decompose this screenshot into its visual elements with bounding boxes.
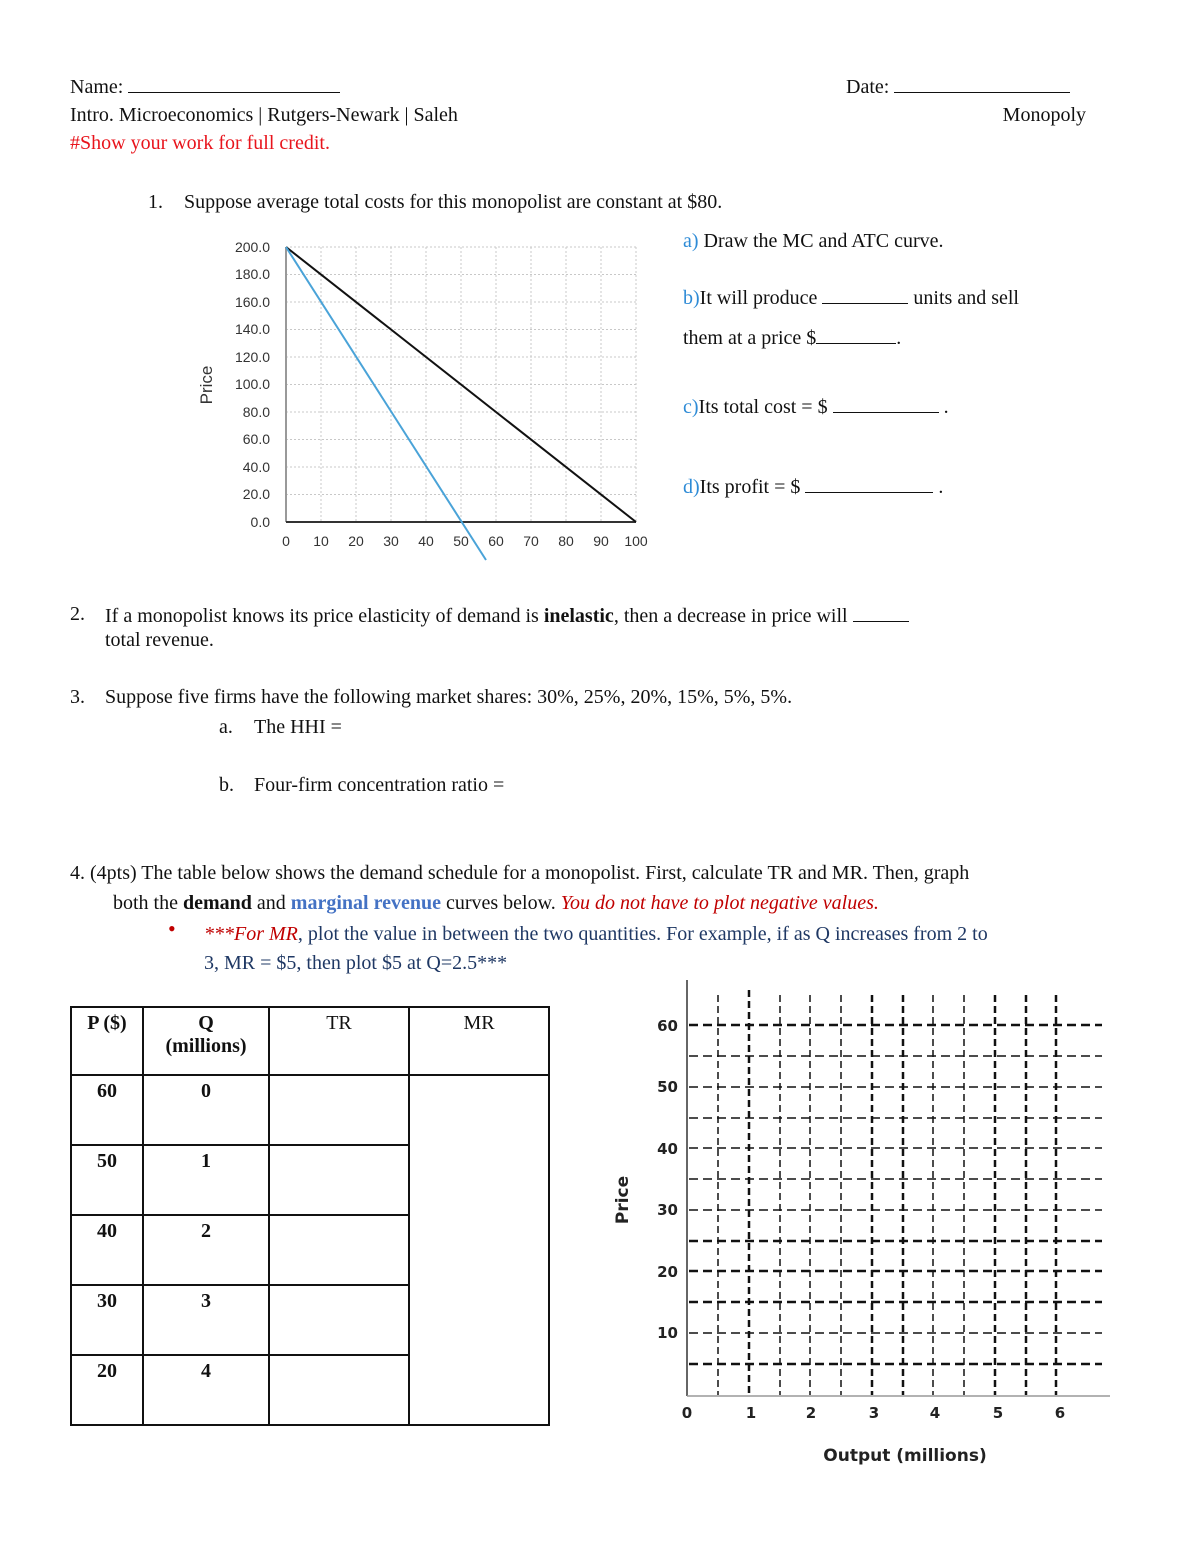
q4-graph-svg [610,975,1110,1470]
svg-text:20: 20 [657,1263,678,1281]
svg-text:3: 3 [868,1404,880,1422]
q1-y-axis-label: Price [197,365,216,405]
part-c-end: . [943,396,949,418]
header-mr: MR [409,1007,549,1075]
topic-title: Monopoly [1002,104,1086,126]
q4-y-axis-label: Price [613,1175,633,1225]
q1-y-ticks [235,239,270,530]
svg-text:5: 5 [992,1404,1004,1422]
svg-text:100.0: 100.0 [234,376,270,392]
cell-price: 40 [71,1215,143,1285]
q2-blank[interactable] [853,603,909,622]
q2-line1 [105,603,909,628]
q4-x-axis-label: Output (millions) [823,1446,987,1466]
svg-text:30: 30 [657,1201,678,1219]
q3-number: 3. [70,686,85,708]
cell-quantity: 1 [143,1145,269,1215]
cell-price: 50 [71,1145,143,1215]
q4-bold-demand: demand [183,892,252,914]
q1-part-a [683,230,944,253]
q4-bullet-line2: 3, MR = $5, then plot $5 at Q=2.5*** [204,952,508,974]
q1-part-b-line1 [683,285,1019,310]
profit-blank[interactable] [805,474,933,493]
q4-grid-horizontal [689,1025,1102,1364]
svg-text:60: 60 [488,533,504,549]
name-field [70,74,340,99]
svg-text:20.0: 20.0 [242,486,270,502]
svg-text:10: 10 [657,1324,678,1342]
total-cost-blank[interactable] [833,394,939,413]
cell-tr-input[interactable] [269,1355,409,1425]
q4-text-a: both the [113,892,183,914]
svg-text:160.0: 160.0 [234,294,270,310]
cell-tr-input[interactable] [269,1215,409,1285]
q4-y-ticks [657,1017,678,1342]
for-mr-label: ***For MR [204,923,298,945]
q1-chart-svg [190,230,660,565]
header-quantity [143,1007,269,1075]
q2-bold-inelastic: inelastic [543,605,614,627]
svg-text:80: 80 [558,533,574,549]
svg-text:0: 0 [282,533,290,549]
svg-text:120.0: 120.0 [234,349,270,365]
svg-text:60: 60 [657,1017,678,1035]
cell-mr-input[interactable] [409,1075,549,1425]
q4-marginal-revenue: marginal revenue [290,892,441,914]
q2-text-b: , then a decrease in price will [613,605,848,627]
name-blank[interactable] [128,74,340,93]
svg-text:0.0: 0.0 [250,514,270,530]
part-a-marker: a) [683,230,699,252]
q1-demand-mr-chart [190,230,660,565]
q2-text-a: If a monopolist knows its price elasticity of demand is [105,605,544,627]
q3-a-text: The HHI = [254,716,342,738]
q4-line2 [113,892,879,915]
svg-text:10: 10 [313,533,329,549]
cell-tr-input[interactable] [269,1145,409,1215]
svg-text:100: 100 [624,533,648,549]
q4-graph-grid[interactable] [610,975,1110,1470]
cell-price: 30 [71,1285,143,1355]
table-header-row [71,1007,549,1075]
price-blank[interactable] [816,325,896,344]
svg-text:30: 30 [383,533,399,549]
part-c-marker: c) [683,396,699,418]
q1-x-ticks [282,533,648,549]
part-b-end: . [896,327,902,349]
part-b-text2: units and sell [913,287,1019,309]
cell-quantity: 0 [143,1075,269,1145]
units-blank[interactable] [822,285,908,304]
q3-b-marker: b. [219,774,234,796]
header-price: P ($) [71,1007,143,1075]
q4-text-c: curves below. [440,892,561,914]
cell-quantity: 3 [143,1285,269,1355]
q2-number: 2. [70,603,85,625]
svg-text:80.0: 80.0 [242,404,270,420]
header-q-sub: (millions) [165,1035,247,1057]
bullet-icon: • [168,916,176,941]
cell-quantity: 2 [143,1215,269,1285]
q4-line1: 4. (4pts) The table below shows the demand schedule for a monopolist. First, calculate TR and MR. Then, graph [70,862,970,884]
header-tr: TR [269,1007,409,1075]
bullet-text1: , plot the value in between the two quantities. For example, if as Q increases from 2 to [297,923,988,945]
instruction-note: #Show your work for full credit. [70,132,330,154]
svg-text:1: 1 [745,1404,757,1422]
q3-a-marker: a. [219,716,233,738]
date-blank[interactable] [894,74,1070,93]
svg-text:40: 40 [418,533,434,549]
part-d-end: . [938,476,944,498]
date-label: Date: [846,76,890,98]
q1-mr-line [286,247,486,560]
q1-part-c [683,394,949,419]
svg-text:90: 90 [593,533,609,549]
table-row [71,1075,549,1145]
part-c-text: Its total cost = $ [698,396,828,418]
cell-price: 60 [71,1075,143,1145]
svg-text:60.0: 60.0 [242,431,270,447]
svg-text:2: 2 [805,1404,817,1422]
q1-text: Suppose average total costs for this monopolist are constant at $80. [184,191,723,213]
part-d-marker: d) [683,476,700,498]
q1-number: 1. [148,191,163,213]
header-q: Q [198,1012,214,1034]
part-a-text: Draw the MC and ATC curve. [703,230,944,252]
svg-text:50: 50 [453,533,469,549]
svg-text:40: 40 [657,1140,678,1158]
q4-x-ticks [682,1404,1065,1422]
part-b-marker: b) [683,287,700,309]
part-d-text: Its profit = $ [699,476,801,498]
q2-line2: total revenue. [105,629,214,651]
q4-negative-note: You do not have to plot negative values. [560,892,879,914]
name-label: Name: [70,76,124,98]
course-title: Intro. Microeconomics | Rutgers-Newark | Saleh [70,104,458,126]
part-b-text: It will produce [699,287,818,309]
svg-text:20: 20 [348,533,364,549]
cell-price: 20 [71,1355,143,1425]
svg-text:180.0: 180.0 [234,266,270,282]
svg-text:70: 70 [523,533,539,549]
svg-text:6: 6 [1054,1404,1066,1422]
demand-schedule-table [70,1006,550,1426]
date-field [846,74,1070,99]
q3-b-text: Four-firm concentration ratio = [254,774,505,796]
svg-text:50: 50 [657,1078,678,1096]
cell-quantity: 4 [143,1355,269,1425]
q4-text-b: and [251,892,291,914]
q4-bullet-line1 [204,923,988,946]
cell-tr-input[interactable] [269,1285,409,1355]
svg-text:140.0: 140.0 [234,321,270,337]
q1-part-b-line2 [683,325,901,350]
part-b-text3: them at a price $ [683,327,817,349]
q3-text: Suppose five firms have the following market shares: 30%, 25%, 20%, 15%, 5%, 5%. [105,686,793,708]
svg-text:200.0: 200.0 [234,239,270,255]
svg-text:40.0: 40.0 [242,459,270,475]
svg-text:0: 0 [681,1404,693,1422]
q1-part-d [683,474,943,499]
q4-grid-vertical [718,990,1056,1395]
cell-tr-input[interactable] [269,1075,409,1145]
svg-text:4: 4 [929,1404,941,1422]
